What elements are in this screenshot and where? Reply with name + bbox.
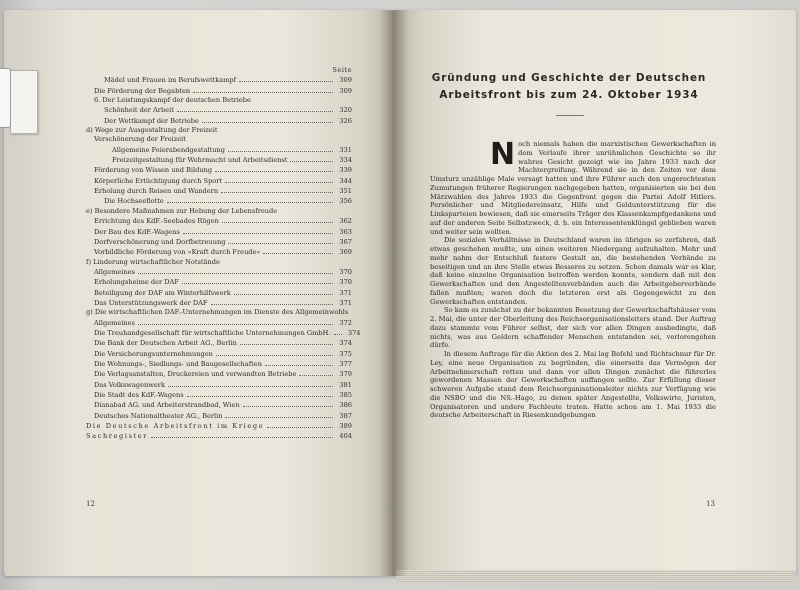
toc-entry-page: 369 bbox=[339, 248, 352, 257]
toc-entry-page: 309 bbox=[339, 76, 352, 85]
toc-entry bbox=[86, 359, 352, 369]
toc-entry-title: d) Wege zur Ausgestaltung der Freizeit bbox=[86, 126, 218, 135]
toc-entry-title: Der Bau des KdF.-Wagens bbox=[94, 227, 180, 236]
toc-entry bbox=[86, 288, 352, 298]
toc-leader-dots bbox=[216, 349, 333, 356]
toc-leader-dots bbox=[177, 105, 333, 112]
toc-leader-dots bbox=[189, 135, 333, 141]
chapter-title bbox=[424, 70, 714, 104]
toc-entry-page: 344 bbox=[339, 176, 352, 185]
toc-leader-dots bbox=[183, 227, 333, 234]
toc-entry bbox=[86, 165, 352, 175]
toc-entry bbox=[86, 196, 352, 206]
toc-entry-title: Förderung von Wissen und Bildung bbox=[94, 166, 213, 175]
toc-entry bbox=[86, 369, 352, 379]
toc-leader-dots bbox=[234, 288, 333, 295]
toc-entry-page: 377 bbox=[339, 359, 352, 368]
toc-leader-dots bbox=[254, 96, 333, 102]
toc-entry bbox=[86, 400, 352, 410]
toc-entry-title: Erholungsheime der DAF bbox=[94, 278, 179, 287]
table-of-contents bbox=[86, 66, 361, 442]
toc-leader-dots bbox=[182, 277, 333, 284]
toc-leader-dots bbox=[228, 145, 333, 152]
toc-entry bbox=[86, 105, 352, 115]
toc-entry bbox=[86, 75, 352, 85]
toc-entry-title: e) Besondere Maßnahmen zur Hebung der Lebensfreude bbox=[86, 206, 278, 215]
toc-entry-title: Die Hochseeflotte bbox=[104, 197, 164, 206]
toc-entry-title: Die Versicherungsunternehmungen bbox=[94, 349, 213, 358]
toc-entry-title: Erholung durch Reisen und Wandern bbox=[94, 187, 219, 196]
toc-entry bbox=[86, 186, 352, 196]
toc-leader-dots bbox=[223, 258, 333, 264]
toc-entry-page: 356 bbox=[339, 197, 352, 206]
toc-entry-page: 367 bbox=[339, 237, 352, 246]
toc-entry bbox=[86, 258, 352, 267]
page-number-right: 13 bbox=[706, 500, 715, 508]
toc-entry-page: 374 bbox=[339, 339, 352, 348]
paper-tab bbox=[10, 70, 38, 134]
toc-entry-page: 389 bbox=[339, 422, 352, 431]
title-rule bbox=[556, 115, 584, 116]
toc-leader-dots bbox=[265, 359, 333, 366]
toc-entry-title: Allgemeine Feierabendgestaltung bbox=[112, 145, 225, 154]
toc-entry-title: Das Unterstützungswerk der DAF bbox=[94, 298, 208, 307]
toc-leader-dots bbox=[221, 186, 333, 193]
toc-entry-title: Körperliche Ertüchtigung durch Sport bbox=[94, 176, 223, 185]
toc-leader-dots bbox=[168, 380, 333, 387]
toc-entry bbox=[86, 431, 352, 441]
toc-entry-title: Schönheit der Arbeit bbox=[104, 106, 174, 115]
toc-entry bbox=[86, 227, 352, 237]
toc-entry-title: Die Förderung der Begabten bbox=[94, 86, 191, 95]
toc-leader-dots bbox=[280, 207, 333, 213]
toc-leader-dots bbox=[221, 126, 333, 132]
toc-entry bbox=[86, 318, 352, 328]
toc-leader-dots bbox=[334, 328, 342, 335]
toc-entry-title: Freizeitgestaltung für Wehrmacht und Arbeitsdienst bbox=[112, 156, 288, 165]
toc-entry-title: Die Treuhandgesellschaft für wirtschaftliche Unternehmungen GmbH. bbox=[94, 328, 331, 337]
toc-entry bbox=[86, 96, 352, 105]
chapter-title-line-1: Gründung und Geschichte der Deutschen bbox=[431, 72, 707, 84]
toc-entry bbox=[86, 135, 352, 144]
toc-leader-dots bbox=[138, 267, 333, 274]
toc-entry bbox=[86, 116, 352, 126]
toc-entry-page: 372 bbox=[339, 318, 352, 327]
toc-entry-page: 334 bbox=[339, 156, 352, 165]
body-text bbox=[430, 137, 716, 420]
toc-list bbox=[86, 75, 361, 441]
toc-entry bbox=[86, 308, 352, 317]
toc-entry-title: g) Die wirtschaftlichen DAF.-Unternehmungen im Dienste des Allgemeinwohls bbox=[86, 308, 349, 317]
toc-leader-dots bbox=[222, 216, 333, 223]
toc-entry bbox=[86, 390, 352, 400]
toc-entry-page: 326 bbox=[339, 116, 352, 125]
toc-entry-title: Der Wettkampf der Betriebe bbox=[104, 116, 199, 125]
toc-entry bbox=[86, 338, 352, 348]
toc-leader-dots bbox=[299, 369, 333, 376]
toc-entry bbox=[86, 380, 352, 390]
toc-leader-dots bbox=[225, 411, 333, 418]
paragraph-3: So kam es zunächst zu der bekannten Besetzung der Gewerkschaftshäuser vom 2. Mai, die unter der Oberleitung des Reichsorganisationsleiters stand. Der Auftrag dazu stammte vom Führer selbst, der sich vor allen Dingen ausbedingte, daß nichts, was aus Geldern schaffender Menschen entstanden sei, verlorengehen dürfe. bbox=[430, 306, 716, 350]
toc-leader-dots bbox=[193, 86, 333, 93]
toc-entry-title: Beteiligung der DAF am Winterhilfswerk bbox=[94, 288, 231, 297]
toc-entry-page: 371 bbox=[339, 288, 352, 297]
toc-entry bbox=[86, 247, 352, 257]
toc-entry-page: 339 bbox=[339, 166, 352, 175]
toc-entry bbox=[86, 176, 352, 186]
toc-entry-page: 370 bbox=[339, 267, 352, 276]
toc-entry bbox=[86, 411, 352, 421]
toc-entry bbox=[86, 267, 352, 277]
toc-leader-dots bbox=[239, 75, 333, 82]
paragraph-1: Noch niemals haben die marxistischen Gewerkschaften in dem Verlaufe ihrer unrühmlichen Geschichte so ihr wahres Gesicht gezeigt wie im Jahre 1933 nach der Machtergreifung. Während sie in den Zeiten vor dem Umsturz unzählige Male versagt hatten und ihre Führer auch den ungerechtesten Zumutungen früherer Regierungen nachgegeben hatten, organisierten sie bei den Märzwahlen des Jahres 1933 die Gegenfront gegen die Partei Adolf Hitlers. Persönlicher und Mitgliedereinsatz, Hilfe und Geldunterstützung für die Linksparteien bewiesen, daß sie einerseits Träger des Klassenkampfgedankens und auf der anderen Seite Selbstzweck, d. h. ein Interessentenklüngel geblieben waren und weiter sein wollten. bbox=[430, 137, 716, 236]
toc-entry-title: Dianabad AG. und Arbeiterstrandbad, Wien bbox=[94, 401, 240, 410]
toc-entry-title: Die Stadt des KdF.-Wagens bbox=[94, 391, 184, 399]
toc-entry-page: 362 bbox=[339, 217, 352, 226]
toc-entry-title: Sachregister bbox=[86, 432, 149, 441]
toc-entry-page: 379 bbox=[339, 370, 352, 379]
toc-entry-title: Die Verlagsanstalten, Druckereien und verwandten Betriebe bbox=[94, 370, 297, 379]
paragraph-4: In diesem Auftrage für die Aktion des 2. Mai lag Befehl und Richtschnur für Dr. Ley, eine neue Organisation zu begründen, die einerseits das Vermögen der Arbeitnehmerschaft retten und dann vor allen Dingen zunächst die führerlos gewordenen Massen der Gewerkschaften auffangen sollte. Zur Erfüllung dieser schweren Aufgabe stand dem Reichsorganisationsleiter nichts zur Verfügung wie die NSBO und die NS.-Hago, zu denen später Angestellte, Volkswirte, Juristen, Organisatoren und andere Fachleute traten. Hatte schon am 1. Mai 1933 die deutsche Arbeiterschaft in Riesenkundgebungen bbox=[430, 350, 716, 420]
drop-cap: N bbox=[490, 137, 516, 172]
toc-entry-title: Allgemeines bbox=[94, 267, 135, 276]
toc-entry bbox=[86, 298, 352, 308]
toc-entry-title: Das Volkswagenwerk bbox=[94, 380, 165, 389]
toc-leader-dots bbox=[167, 196, 333, 203]
toc-entry-page: 370 bbox=[339, 278, 352, 287]
toc-entry-title: Vorbildliche Förderung von »Kraft durch Freude« bbox=[94, 248, 261, 257]
toc-entry bbox=[86, 328, 361, 338]
toc-entry-title: Die Bank der Deutschen Arbeit AG., Berlin bbox=[94, 339, 237, 348]
toc-leader-dots bbox=[228, 237, 333, 244]
toc-entry bbox=[86, 207, 352, 216]
toc-entry bbox=[86, 126, 352, 135]
toc-leader-dots bbox=[215, 165, 333, 172]
toc-entry-page: 404 bbox=[339, 432, 352, 441]
toc-entry-title: Dorfverschönerung und Dorfbetreuung bbox=[94, 237, 226, 246]
toc-leader-dots bbox=[290, 155, 333, 162]
toc-entry-page: 375 bbox=[339, 349, 352, 358]
toc-leader-dots bbox=[187, 390, 333, 397]
toc-entry bbox=[86, 155, 352, 165]
toc-entry bbox=[86, 86, 352, 96]
toc-entry bbox=[86, 145, 352, 155]
toc-entry-page: 387 bbox=[339, 411, 352, 420]
toc-entry bbox=[86, 216, 352, 226]
page-number-left: 12 bbox=[86, 500, 95, 508]
toc-entry-page: 374 bbox=[347, 328, 361, 337]
toc-leader-dots bbox=[225, 176, 333, 183]
toc-entry-page: 309 bbox=[339, 86, 352, 95]
toc-entry bbox=[86, 237, 352, 247]
page-edges bbox=[396, 570, 796, 582]
toc-entry-page: 320 bbox=[339, 106, 352, 115]
toc-leader-dots bbox=[138, 318, 333, 325]
toc-entry bbox=[86, 277, 352, 287]
toc-entry-title: Deutsches Nationaltheater AG., Berlin bbox=[94, 411, 223, 420]
toc-entry-page: 363 bbox=[339, 227, 352, 236]
toc-leader-dots bbox=[351, 308, 359, 314]
toc-leader-dots bbox=[211, 298, 334, 305]
paragraph-2: Die sozialen Verhältnisse in Deutschland waren im übrigen so zerfahren, daß etwas geschehen mußte, um einen weiteren Niedergang aufzuhalten. Mehr und mehr nahm der Entschluß festere Gestalt an, die bestehenden Verbände zu beseitigen und an ihre Stelle etwas Besseres zu setzen. Schon damals war es klar, daß keine einzelne Organisation betroffen werden konnte, sondern daß mit den Gewerkschaften und den Angestelltenverbänden auch die Arbeitgeberverbände fallen mußten; waren doch die letzteren erst als Gegengewicht zu den Gewerkschaften entstanden. bbox=[430, 236, 716, 306]
bookmark-tab bbox=[0, 68, 11, 128]
toc-entry-page: 386 bbox=[339, 401, 352, 410]
toc-leader-dots bbox=[240, 338, 333, 345]
toc-entry-page: 331 bbox=[339, 145, 352, 154]
toc-entry-title: Verschönerung der Freizeit bbox=[94, 135, 186, 144]
toc-entry-page: 381 bbox=[339, 380, 352, 389]
toc-entry-title: f) Linderung wirtschaftlicher Notstände bbox=[86, 257, 220, 266]
toc-entry-title: Mädel und Frauen im Berufswettkampf bbox=[104, 76, 237, 85]
toc-entry-title: 6. Der Leistungskampf der deutschen Betriebe bbox=[94, 96, 251, 105]
toc-leader-dots bbox=[267, 421, 333, 428]
toc-entry-page: 371 bbox=[339, 298, 352, 307]
toc-entry-title: Die Wohnungs-, Siedlungs- und Baugesellschaften bbox=[94, 359, 262, 368]
toc-entry-title: Die Deutsche Arbeitsfront im Kriege bbox=[86, 422, 265, 431]
toc-leader-dots bbox=[151, 431, 333, 438]
chapter-title-line-2: Arbeitsfront bis zum 24. Oktober 1934 bbox=[439, 89, 699, 101]
toc-entry-page: 385 bbox=[339, 391, 352, 399]
toc-leader-dots bbox=[243, 400, 333, 407]
toc-entry-title: Allgemeines bbox=[94, 318, 135, 327]
toc-entry bbox=[86, 421, 352, 431]
toc-leader-dots bbox=[202, 116, 333, 123]
toc-entry-title: Errichtung des KdF.-Seebades Rügen bbox=[94, 217, 219, 226]
toc-leader-dots bbox=[263, 247, 333, 254]
toc-entry bbox=[86, 349, 352, 359]
toc-entry-page: 351 bbox=[339, 187, 352, 196]
toc-header: Seite bbox=[332, 66, 352, 74]
